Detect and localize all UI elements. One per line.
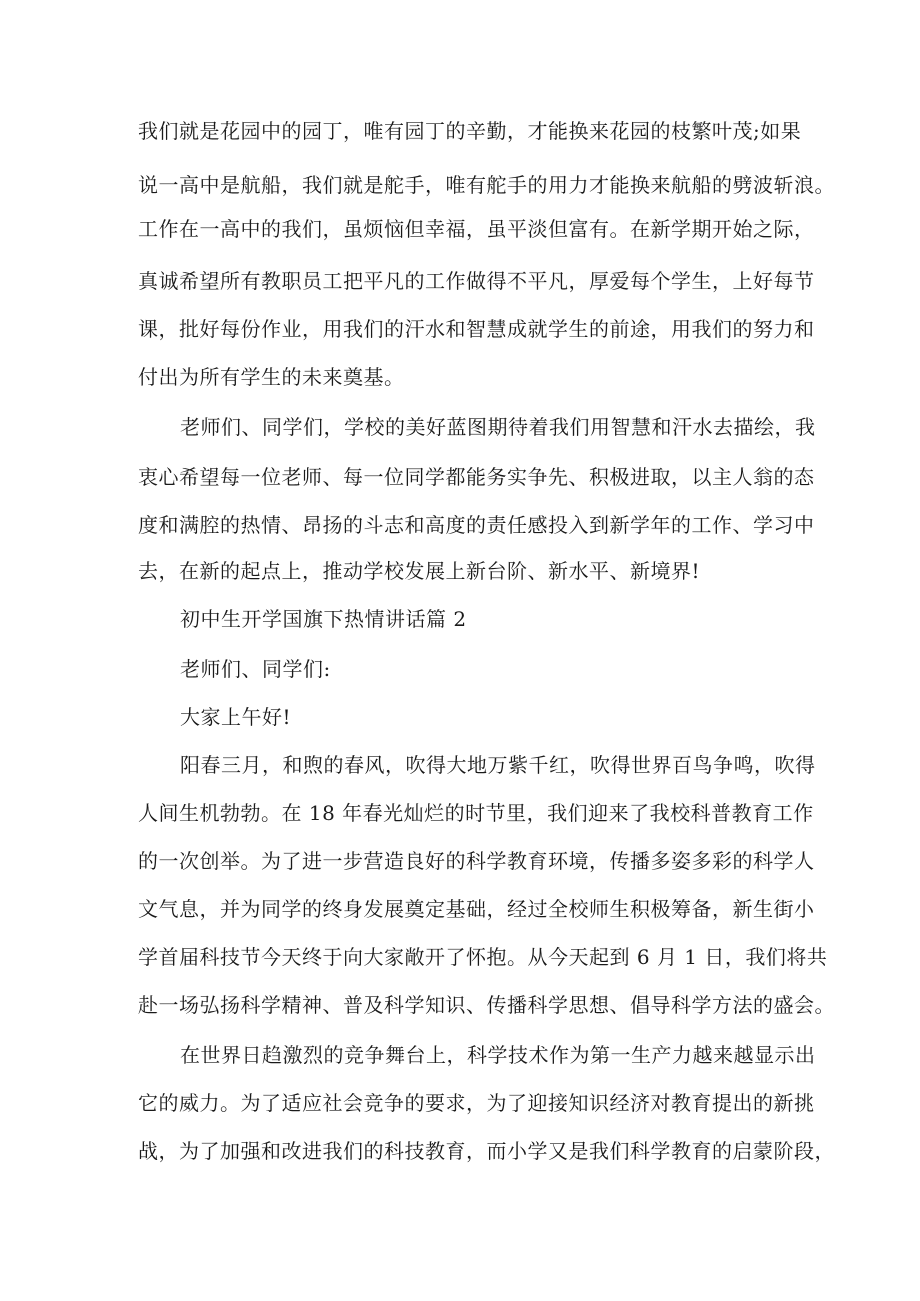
paragraph-line: 付出为所有学生的未来奠基。 xyxy=(138,365,405,389)
paragraph-line: 学首届科技节今天终于向大家敞开了怀抱。从今天起到 6 月 1 日，我们将共 xyxy=(138,945,828,969)
paragraph-line: 说一高中是航船，我们就是舵手，唯有舵手的用力才能换来航船的劈波斩浪。 xyxy=(138,173,835,197)
paragraph-line: 课，批好每份作业，用我们的汗水和智慧成就学生的前途，用我们的努力和 xyxy=(138,317,815,341)
paragraph-line: 人间生机勃勃。在 18 年春光灿烂的时节里，我们迎来了我校科普教育工作 xyxy=(138,801,814,825)
paragraph-line: 阳春三月，和煦的春风，吹得大地万紫千红，吹得世界百鸟争鸣，吹得 xyxy=(180,753,816,777)
paragraph-line: 去，在新的起点上，推动学校发展上新台阶、新水平、新境界! xyxy=(138,559,701,583)
paragraph-line: 在世界日趋激烈的竞争舞台上，科学技术作为第一生产力越来越显示出 xyxy=(180,1043,816,1067)
section-title: 初中生开学国旗下热情讲话篇 2 xyxy=(180,607,467,631)
paragraph-line: 我们就是花园中的园丁，唯有园丁的辛勤，才能换来花园的枝繁叶茂;如果 xyxy=(138,119,802,143)
paragraph-line: 老师们、同学们，学校的美好蓝图期待着我们用智慧和汗水去描绘，我 xyxy=(180,415,816,439)
paragraph-line: 衷心希望每一位老师、每一位同学都能务实争先、积极进取，以主人翁的态 xyxy=(138,465,815,489)
paragraph-line: 真诚希望所有教职员工把平凡的工作做得不平凡，厚爱每个学生，上好每节 xyxy=(138,269,815,293)
greeting: 大家上午好! xyxy=(180,705,292,729)
salutation: 老师们、同学们: xyxy=(180,657,331,681)
paragraph-line: 的一次创举。为了进一步营造良好的科学教育环境，传播多姿多彩的科学人 xyxy=(138,849,815,873)
paragraph-line: 度和满腔的热情、昂扬的斗志和高度的责任感投入到新学年的工作、学习中 xyxy=(138,513,815,537)
paragraph-line: 工作在一高中的我们，虽烦恼但幸福，虽平淡但富有。在新学期开始之际， xyxy=(138,217,815,241)
paragraph-line: 赴一场弘扬科学精神、普及科学知识、传播科学思想、倡导科学方法的盛会。 xyxy=(138,993,835,1017)
paragraph-line: 战，为了加强和改进我们的科技教育，而小学又是我们科学教育的启蒙阶段， xyxy=(138,1139,835,1163)
paragraph-line: 文气息，并为同学的终身发展奠定基础，经过全校师生积极筹备，新生街小 xyxy=(138,897,815,921)
paragraph-line: 它的威力。为了适应社会竞争的要求，为了迎接知识经济对教育提出的新挑 xyxy=(138,1091,815,1115)
